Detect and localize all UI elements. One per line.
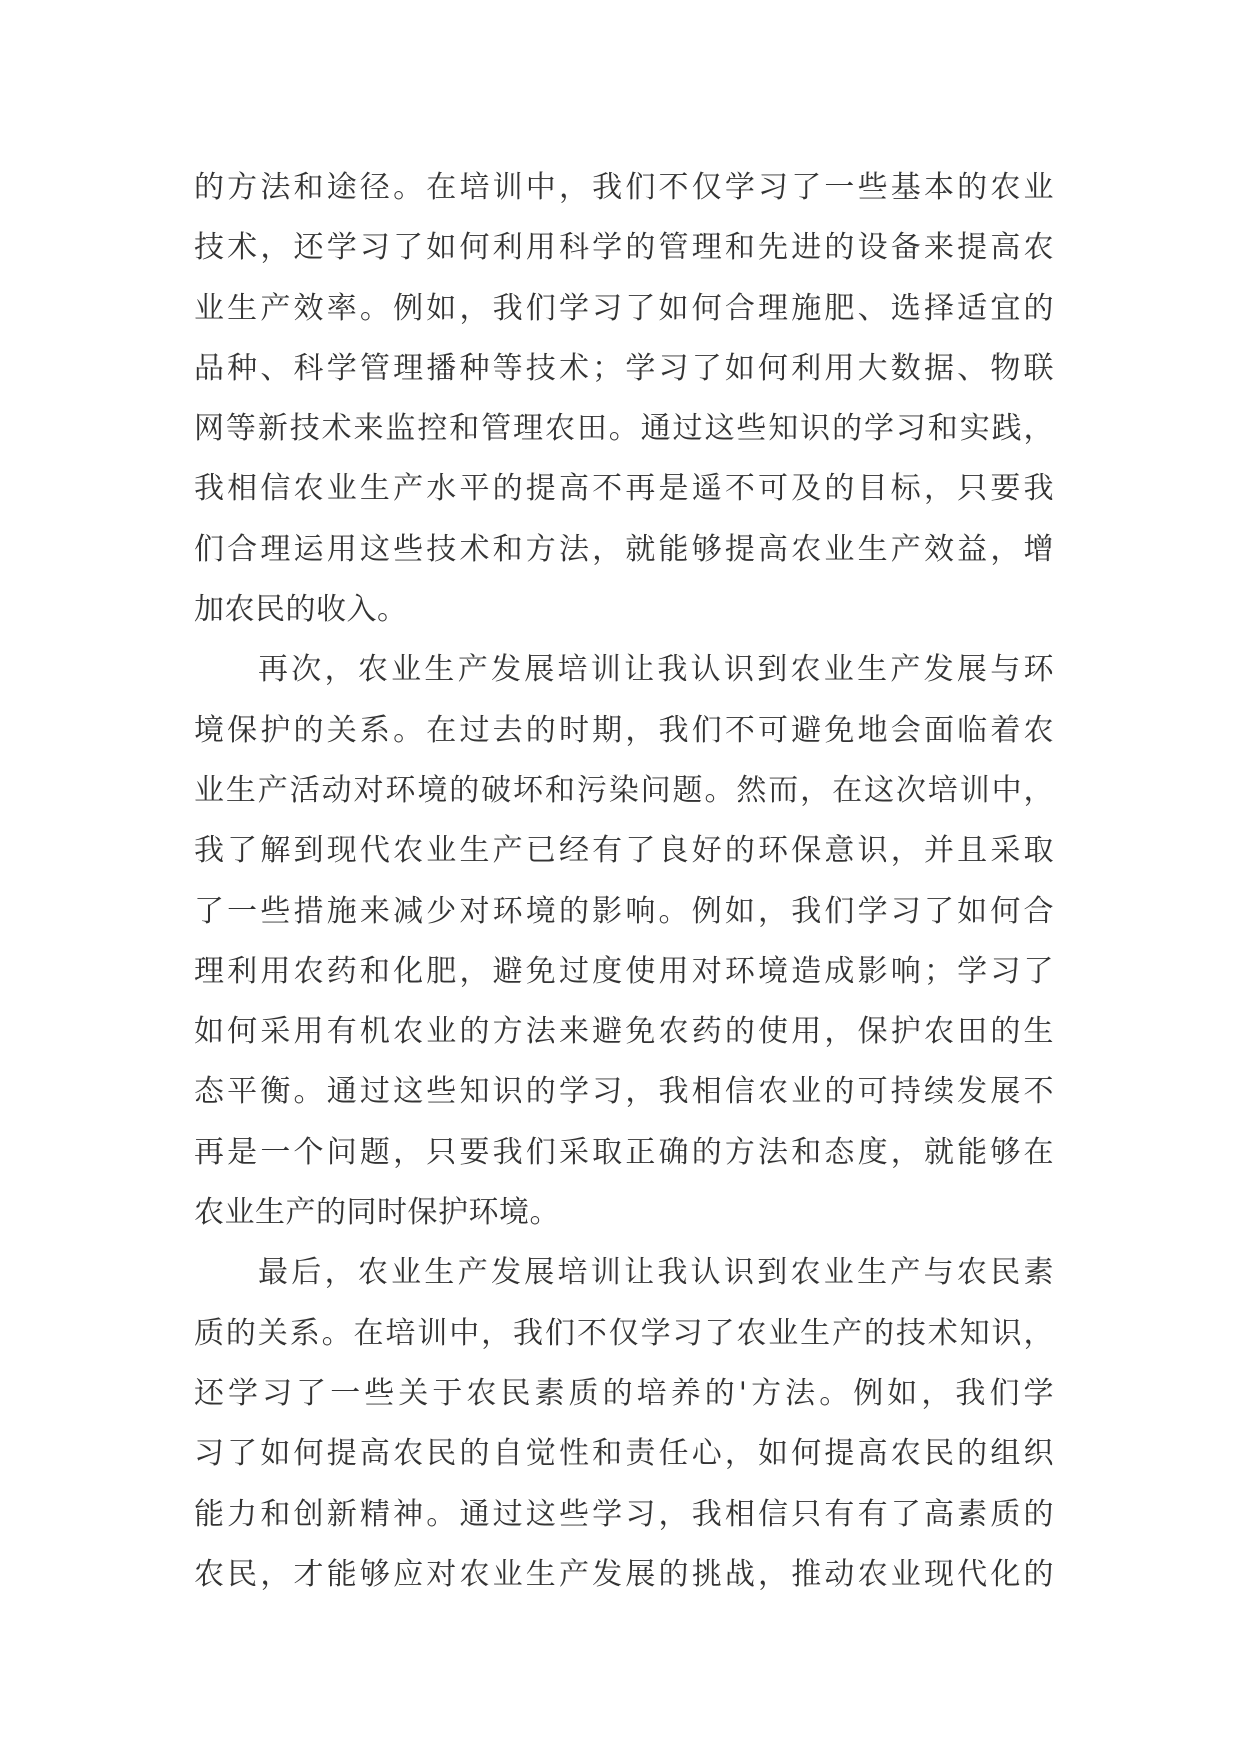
- text-line: 农民，才能够应对农业生产发展的挑战，推动农业现代化的: [194, 1556, 1054, 1592]
- paragraph-start-line: 再次，农业生产发展培训让我认识到农业生产发展与环: [258, 652, 1054, 688]
- text-line: 网等新技术来监控和管理农田。通过这些知识的学习和实践，: [194, 411, 1054, 447]
- text-line: 技术，还学习了如何利用科学的管理和先进的设备来提高农: [194, 230, 1054, 266]
- text-line: 们合理运用这些技术和方法，就能够提高农业生产效益，增: [194, 531, 1054, 567]
- paragraph-start-line: 最后，农业生产发展培训让我认识到农业生产与农民素: [258, 1255, 1054, 1291]
- text-line: 业生产活动对环境的破坏和污染问题。然而，在这次培训中，: [194, 772, 1054, 808]
- text-line: 境保护的关系。在过去的时期，我们不可避免地会面临着农: [194, 712, 1054, 748]
- text-line: 业生产效率。例如，我们学习了如何合理施肥、选择适宜的: [194, 290, 1054, 326]
- text-line: 还学习了一些关于农民素质的培养的'方法。例如，我们学: [194, 1375, 1054, 1411]
- text-line: 习了如何提高农民的自觉性和责任心，如何提高农民的组织: [194, 1436, 1054, 1472]
- text-line: 质的关系。在培训中，我们不仅学习了农业生产的技术知识，: [194, 1315, 1054, 1351]
- text-line: 态平衡。通过这些知识的学习，我相信农业的可持续发展不: [194, 1074, 1054, 1110]
- text-line: 理利用农药和化肥，避免过度使用对环境造成影响；学习了: [194, 953, 1054, 989]
- text-line: 我了解到现代农业生产已经有了良好的环保意识，并且采取: [194, 833, 1054, 869]
- text-line: 农业生产的同时保护环境。: [194, 1195, 560, 1231]
- text-line: 能力和创新精神。通过这些学习，我相信只有有了高素质的: [194, 1496, 1054, 1532]
- text-line: 我相信农业生产水平的提高不再是遥不可及的目标，只要我: [194, 471, 1054, 507]
- text-line: 品种、科学管理播种等技术；学习了如何利用大数据、物联: [194, 350, 1054, 386]
- body-text: [194, 158, 1054, 1605]
- text-line: 了一些措施来减少对环境的影响。例如，我们学习了如何合: [194, 893, 1054, 929]
- text-line: 加农民的收入。: [194, 592, 408, 628]
- text-line: 再是一个问题，只要我们采取正确的方法和态度，就能够在: [194, 1134, 1054, 1170]
- text-line: 的方法和途径。在培训中，我们不仅学习了一些基本的农业: [194, 170, 1054, 205]
- text-line: 如何采用有机农业的方法来避免农药的使用，保护农田的生: [194, 1014, 1054, 1050]
